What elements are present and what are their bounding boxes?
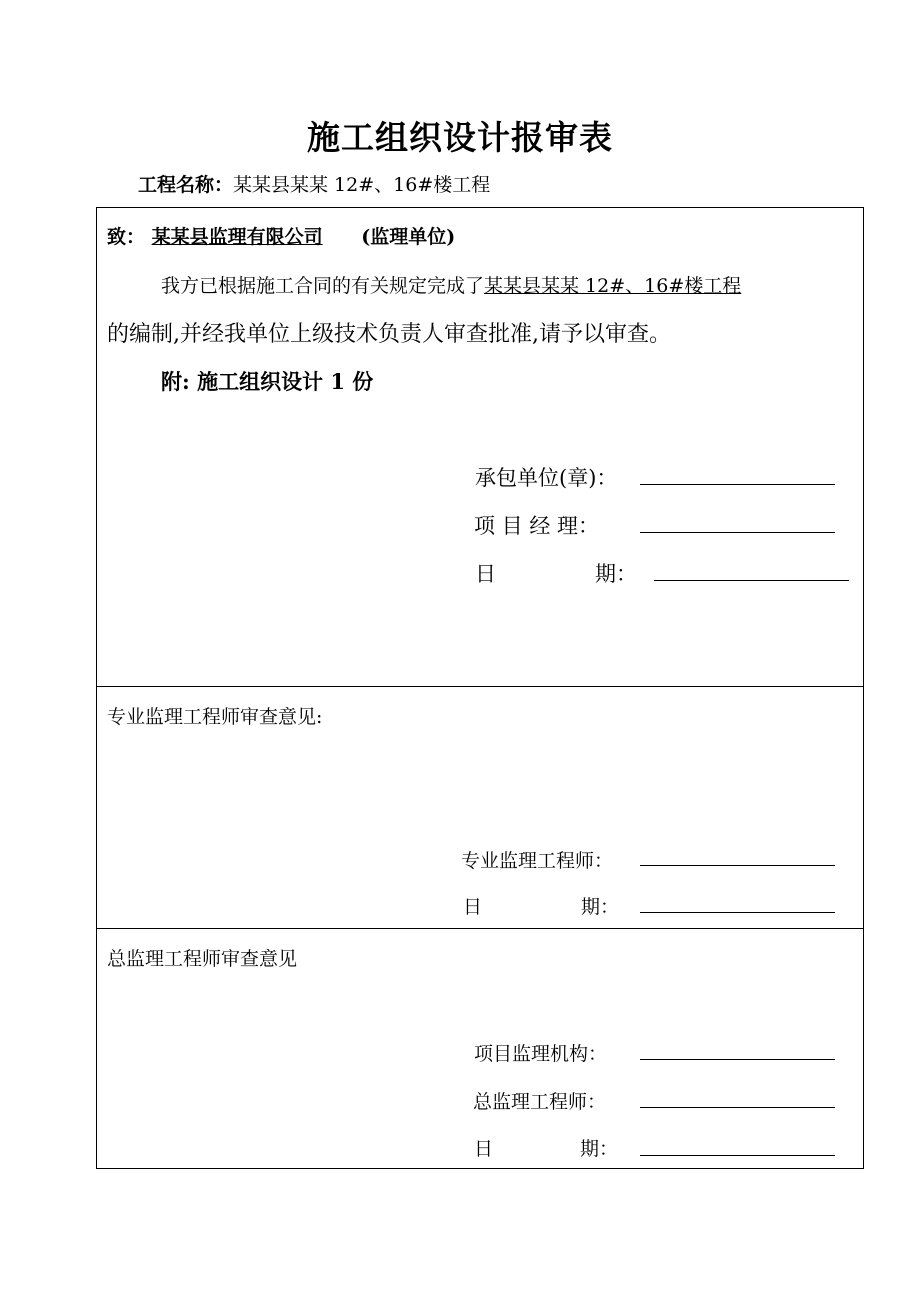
contractor-signature-line <box>640 484 835 485</box>
chief-review-section <box>97 928 863 1168</box>
chief-engineer-signature-line <box>640 1107 835 1108</box>
page-title: 施工组织设计报审表 <box>307 118 613 157</box>
submission-section <box>97 208 863 686</box>
project-name-row <box>138 170 490 197</box>
chief-date-line <box>640 1155 835 1156</box>
specialist-engineer-label: 专业监理工程师： <box>461 850 614 872</box>
chief-engineer-label: 总监理工程师： <box>473 1091 607 1113</box>
specialist-date-line <box>640 912 835 913</box>
submission-text-line-2: 的编制,并经我单位上级技术负责人审查批准,请予以审查。 <box>107 322 671 347</box>
attachment-note: 附: 施工组织设计 1 份 <box>161 369 374 394</box>
chief-review-heading: 总监理工程师审查意见 <box>107 948 298 970</box>
submission-text-prefix: 我方已根据施工合同的有关规定完成了 <box>161 275 485 297</box>
submission-text-line-1 <box>161 271 741 298</box>
project-manager-signature-line <box>640 532 835 533</box>
date-label-char-1: 日 <box>475 562 496 586</box>
chief-date-char-2: 期： <box>580 1138 619 1160</box>
contractor-label: 承包单位(章)： <box>475 466 618 490</box>
addressee-line <box>107 222 455 249</box>
specialist-engineer-signature-line <box>640 865 835 866</box>
project-name-label: 工程名称： <box>138 174 234 196</box>
date-label-char-2: 期： <box>595 562 637 586</box>
submission-date-line <box>654 580 849 581</box>
specialist-review-section <box>97 686 863 928</box>
specialist-date-char-1: 日 <box>463 896 483 918</box>
addressee-prefix: 致： <box>107 226 146 248</box>
specialist-review-heading: 专业监理工程师审查意见: <box>107 706 323 728</box>
submission-project-name: 某某县某某 12#、16#楼工程 <box>484 275 742 297</box>
supervision-org-label: 项目监理机构： <box>474 1043 608 1065</box>
review-form-table <box>96 207 864 1169</box>
project-manager-label: 项 目 经 理： <box>474 514 600 538</box>
chief-date-char-1: 日 <box>474 1138 494 1160</box>
specialist-date-char-2: 期： <box>581 896 620 918</box>
project-name-value: 某某县某某 12#、16#楼工程 <box>233 174 491 196</box>
supervision-unit-label: (监理单位) <box>361 226 456 248</box>
supervision-org-signature-line <box>640 1059 835 1060</box>
supervision-company: 某某县监理有限公司 <box>151 226 323 248</box>
